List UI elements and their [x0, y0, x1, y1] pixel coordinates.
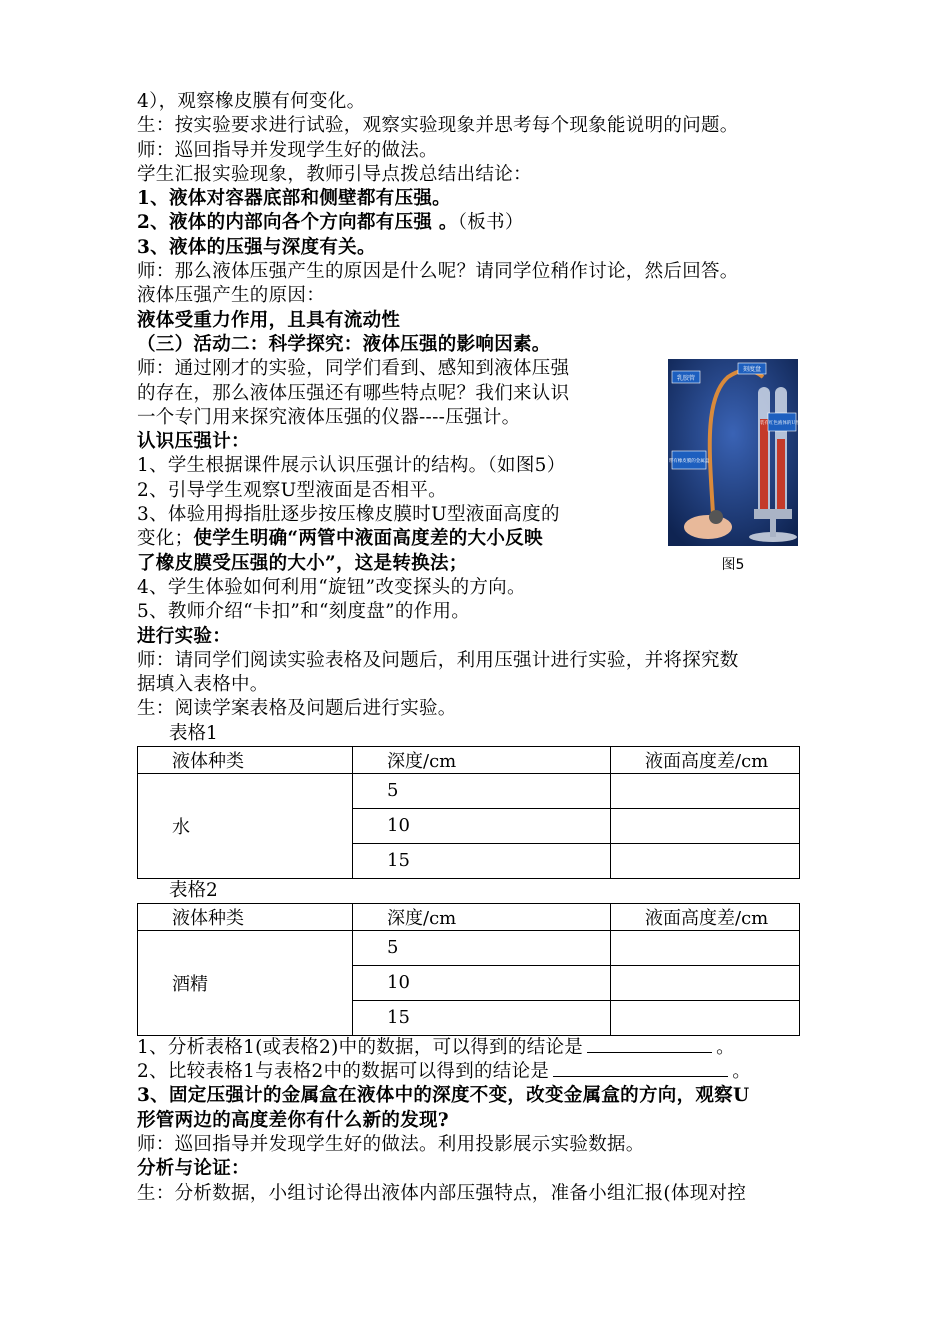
depth-cell: 15 [353, 1000, 611, 1035]
board-note: （板书） [457, 212, 524, 234]
subheading: 分析与论证： [137, 1158, 250, 1180]
text-line: 师：请同学们阅读实验表格及问题后，利用压强计进行实验，并将探究数 [137, 649, 739, 671]
question-end: 。 [732, 1061, 752, 1083]
conclusion-line: 3、液体的压强与深度有关。 [137, 236, 376, 258]
value-cell[interactable] [611, 773, 800, 808]
value-cell[interactable] [611, 843, 800, 878]
table-header-cell: 深度/cm [353, 746, 611, 773]
value-cell[interactable] [611, 808, 800, 843]
document-page [137, 90, 842, 1206]
figure-label: 带有橡皮膜的金属盒 [668, 459, 710, 465]
top-section [137, 90, 842, 357]
question-line: 3、固定压强计的金属盒在液体中的深度不变，改变金属盒的方向，观察U [137, 1085, 750, 1107]
text-line: 的存在，那么液体压强还有哪些特点呢？我们来认识 [137, 382, 570, 404]
data-table-2 [137, 903, 800, 1036]
text-line: 4），观察橡皮膜有何变化。 [137, 91, 366, 112]
pressure-gauge-figure [668, 359, 805, 574]
depth-cell: 10 [353, 965, 611, 1000]
text-span: 变化； [137, 528, 194, 550]
table-header-cell: 液体种类 [138, 746, 353, 773]
depth-cell: 5 [353, 773, 611, 808]
table-header-cell: 液面高度差/cm [611, 903, 800, 930]
table-header-cell: 液体种类 [138, 903, 353, 930]
table-header-cell: 深度/cm [353, 903, 611, 930]
table-row [138, 773, 800, 808]
question-end: 。 [716, 1036, 735, 1058]
value-cell[interactable] [611, 930, 800, 965]
table-row [138, 930, 800, 965]
figure-label: 装有红色液体的U形管 [759, 421, 805, 427]
table-header-row [138, 746, 800, 773]
text-line: 师：那么液体压强产生的原因是什么呢？请同学位稍作讨论，然后回答。 [137, 261, 739, 283]
depth-cell: 5 [353, 930, 611, 965]
text-line: 学生汇报实验现象，教师引导点拨总结出结论： [137, 163, 532, 185]
question-text: 1、分析表格1(或表格2)中的数据，可以得到的结论是 [137, 1036, 584, 1058]
answer-blank[interactable] [587, 1051, 712, 1053]
figure-wrap-section [137, 357, 842, 624]
text-line: 3、体验用拇指肚逐步按压橡皮膜时U型液面高度的 [137, 504, 560, 526]
question-line [137, 1036, 842, 1060]
figure-label: 乳胶管 [676, 375, 696, 383]
value-cell[interactable] [611, 965, 800, 1000]
depth-cell: 15 [353, 843, 611, 878]
text-line: 了橡皮膜受压强的大小”，这是转换法； [137, 552, 468, 574]
table-caption: 表格2 [169, 879, 218, 901]
subheading: 进行实验： [137, 625, 232, 647]
table-header-cell: 液面高度差/cm [611, 746, 800, 773]
conclusion-line: 1、液体对容器底部和侧壁都有压强。 [137, 188, 451, 210]
text-line: 4、学生体验如何利用“旋钮”改变探头的方向。 [137, 576, 526, 598]
subheading: 认识压强计： [137, 431, 250, 453]
text-line: 据填入表格中。 [137, 674, 269, 696]
figure-label: 刻度盘 [742, 366, 762, 374]
question-text: 2、比较表格1与表格2中的数据可以得到的结论是 [137, 1061, 550, 1083]
text-line: 师：通过刚才的实验，同学们看到、感知到液体压强 [137, 358, 570, 380]
text-line: 2、引导学生观察U型液面是否相平。 [137, 479, 447, 501]
text-line: 液体压强产生的原因： [137, 285, 326, 307]
figure-caption: 图5 [721, 557, 745, 574]
conclusion-text: 2、液体的内部向各个方向都有压强 。 [137, 212, 458, 234]
text-line: 1、学生根据课件展示认识压强计的结构。（如图5） [137, 455, 566, 477]
liquid-cell: 水 [138, 773, 353, 878]
question-line: 形管两边的高度差你有什么新的发现? [137, 1109, 449, 1131]
mid-section [137, 625, 842, 722]
value-cell[interactable] [611, 1000, 800, 1035]
text-line: 5、教师介绍“卡扣”和“刻度盘”的作用。 [137, 601, 471, 623]
text-line: 师：巡回指导并发现学生好的做法。 [137, 139, 438, 161]
reason-line: 液体受重力作用，且具有流动性 [137, 309, 401, 331]
table-caption: 表格1 [169, 722, 218, 744]
liquid-cell: 酒精 [138, 930, 353, 1035]
data-table-1 [137, 746, 800, 879]
answer-blank[interactable] [553, 1075, 728, 1077]
text-line: 一个专门用来探究液体压强的仪器----压强计。 [137, 406, 521, 428]
question-line [137, 1060, 842, 1084]
pressure-gauge-illustration [668, 359, 805, 546]
section-heading: （三）活动二：科学探究：液体压强的影响因素。 [137, 333, 551, 355]
emphasis-span: 使学生明确“两管中液面高度差的大小反映 [193, 528, 543, 550]
pressure-gauge-image [668, 359, 805, 546]
depth-cell: 10 [353, 808, 611, 843]
table-header-row [138, 903, 800, 930]
conclusion-line [137, 211, 842, 235]
bottom-section [137, 1084, 842, 1205]
text-line: 生：分析数据，小组讨论得出液体内部压强特点，准备小组汇报(体现对控 [137, 1182, 747, 1204]
text-line: 生：阅读学案表格及问题后进行实验。 [137, 698, 457, 720]
text-line: 师：巡回指导并发现学生好的做法。利用投影展示实验数据。 [137, 1133, 645, 1155]
text-line: 生：按实验要求进行试验，观察实验现象并思考每个现象能说明的问题。 [137, 115, 739, 137]
